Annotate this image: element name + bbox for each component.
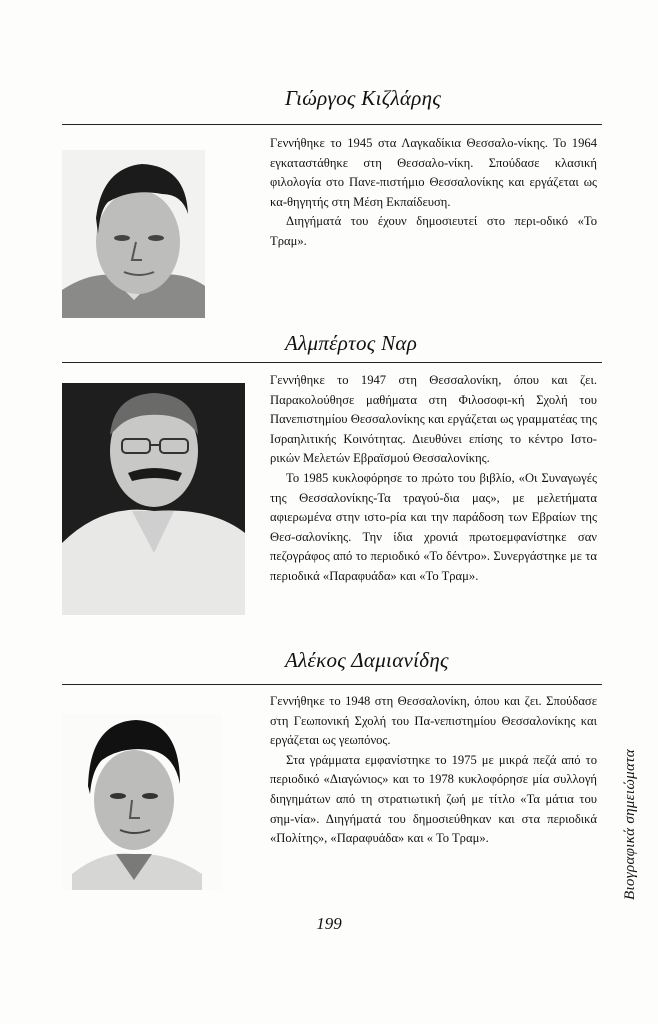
author-bio [270,692,597,849]
author-bio [270,134,597,252]
page-number: 199 [316,914,342,933]
author-name: Αλέκος Δαμιανίδης [285,648,449,672]
bio-paragraph: Γεννήθηκε το 1945 στα Λαγκαδίκια Θεσσαλο-νίκης. Το 1964 εγκαταστάθηκε στη Θεσσαλο-νίκη. Σπούδασε κλασική φιλολογία στο Πανε-πιστήμιο Θεσσαλονίκης και εργάζεται ως κα-θηγητής στη Μέση Εκπαίδευση. [270,136,597,209]
bio-paragraph: Γεννήθηκε το 1947 στη Θεσσαλονίκη, όπου και ζει. Παρακολούθησε μαθήματα στη Φιλοσοφι-κή Σχολή του Πανεπιστημίου Θεσσαλονίκης και εργάζεται ως γραμματέας της Ισραηλιτικής Κοινότητας. Διευθύνει επίσης το κέντρο Ιστο-ρικών Μελετών Εβραϊσμού Θεσσαλονίκης. [270,373,597,466]
bio-paragraph: Γεννήθηκε το 1948 στη Θεσσαλονίκη, όπου και ζει. Σπούδασε στη Γεωπονική Σχολή του Πα-νεπιστημίου Θεσσαλονίκης και εργάζεται ως γεωπόνος. [270,694,597,748]
section-rule [62,684,602,685]
author-photo [62,150,205,318]
bio-paragraph: Στα γράμματα εμφανίστηκε το 1975 με μικρά πεζά από το περιοδικό «Διαγώνιος» και το 1978 κυκλοφόρησε μία συλλογή διηγημάτων από τη στρατιωτική ζωή με τίτλο «Τα μάτια του σημ-νία». Διηγήματά του δημοσιεύθηκαν και στα περιοδικά «Πολίτης», «Παραφυάδα» και « Το Τραμ». [270,752,597,846]
section-rule [62,362,602,363]
bio-paragraph: Το 1985 κυκλοφόρησε το πρώτο του βιβλίο, «Οι Συναγωγές της Θεσσαλονίκης-Τα τραγού-δια μας», με μελετήματα αφιερωμένα στην ιστο-ρία και την παράδοση των Εβραίων της Θεσ-σαλονίκης. Την ίδια χρονιά πρωτοεμφανίστηκε σαν πεζογράφος από το περιοδικό «Το δέντρο». Συνεργάστηκε με τα περιοδικά «Παραφυάδα» και «Το Τραμ». [270,470,597,583]
author-photo [62,383,245,615]
author-bio [270,371,597,587]
author-photo [62,714,222,890]
section-rule [62,124,602,125]
bio-paragraph: Διηγήματά του έχουν δημοσιευτεί στο περι-οδικό «Το Τραμ». [270,214,597,248]
running-side-label: Βιογραφικά σημειώματα [622,749,638,900]
author-name: Αλμπέρτος Ναρ [285,331,418,355]
author-name: Γιώργος Κιζλάρης [285,86,442,110]
